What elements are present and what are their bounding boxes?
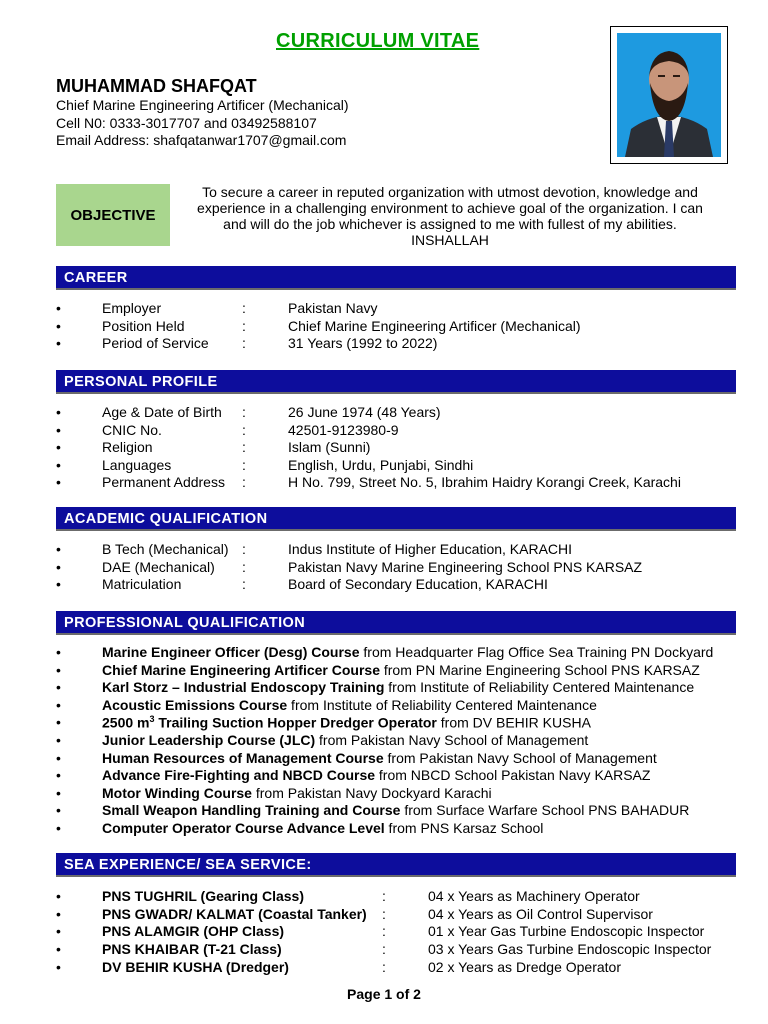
ship-name: PNS TUGHRIL (Gearing Class)	[102, 888, 305, 904]
course-name: Acoustic Emissions Course	[102, 696, 288, 713]
bullet: •	[56, 784, 61, 801]
field-value: Pakistan Navy	[288, 300, 378, 316]
bullet: •	[56, 335, 61, 351]
colon: :	[382, 888, 386, 904]
field-label: Matriculation	[102, 576, 182, 592]
course-name-rest: Trailing Suction Hopper Dredger Operator	[154, 714, 437, 731]
sea-experience-heading: SEA EXPERIENCE/ SEA SERVICE:	[56, 853, 736, 877]
colon: :	[242, 439, 246, 455]
bullet: •	[56, 661, 61, 678]
bullet: •	[56, 439, 61, 455]
course-name: Motor Winding Course	[102, 784, 252, 801]
bullet: •	[56, 749, 61, 766]
bullet: •	[56, 300, 61, 316]
colon: :	[242, 421, 246, 438]
bullet: •	[56, 732, 61, 748]
field-label: Employer	[102, 300, 162, 316]
field-label: B Tech (Mechanical)	[102, 541, 229, 557]
colon: :	[242, 541, 246, 557]
course-institute: from Institute of Reliability Centered Maintenance	[384, 679, 695, 695]
bullet: •	[56, 404, 61, 420]
field-value: Pakistan Navy Marine Engineering School PNS KARSAZ	[288, 558, 643, 575]
course-institute: from PNS Karsaz School	[384, 819, 544, 836]
bullet: •	[56, 576, 61, 592]
objective-line: INSHALLAH	[411, 232, 489, 248]
colon: :	[242, 335, 246, 351]
bullet: •	[56, 802, 61, 818]
course-institute: from Surface Warfare School PNS BAHADUR	[400, 802, 690, 818]
bullet: •	[56, 317, 61, 334]
professional-qualification-heading: PROFESSIONAL QUALIFICATION	[56, 611, 736, 635]
person-portrait-icon	[617, 33, 721, 157]
bullet: •	[56, 474, 61, 490]
colon: :	[382, 905, 386, 922]
course-name: Computer Operator Course Advance Level	[102, 819, 385, 836]
bullet: •	[56, 541, 61, 557]
ship-name: PNS KHAIBAR (T-21 Class)	[102, 940, 282, 957]
career-heading: CAREER	[56, 266, 736, 290]
bullet: •	[56, 940, 61, 957]
field-value: 31 Years (1992 to 2022)	[288, 335, 438, 351]
personal-profile-heading: PERSONAL PROFILE	[56, 370, 736, 394]
course-institute: from Pakistan Navy Dockyard Karachi	[251, 784, 492, 801]
objective-text	[180, 184, 720, 248]
colon: :	[242, 300, 246, 316]
bullet: •	[56, 679, 61, 695]
candidate-name: MUHAMMAD SHAFQAT	[56, 76, 257, 96]
field-label: DAE (Mechanical)	[102, 558, 215, 575]
service-duration: 02 x Years as Dredge Operator	[428, 959, 622, 975]
bullet: •	[56, 819, 61, 836]
field-value: Indus Institute of Higher Education, KARACHI	[288, 541, 573, 557]
objective-line: experience in a challenging environment to achieve goal of the organization. I can	[197, 200, 703, 216]
course-name: Small Weapon Handling Training and Course	[102, 802, 401, 818]
course-institute: from Pakistan Navy School of Management	[315, 732, 589, 748]
colon: :	[382, 923, 386, 939]
field-label: Period of Service	[102, 335, 209, 351]
field-value: Board of Secondary Education, KARACHI	[288, 576, 548, 592]
page-number: Page 1 of 2	[347, 986, 421, 1002]
bullet: •	[56, 767, 61, 783]
colon: :	[242, 404, 246, 420]
course-institute: from Headquarter Flag Office Sea Training PN Dockyard	[359, 644, 714, 660]
academic-qualification-heading: ACADEMIC QUALIFICATION	[56, 507, 736, 531]
objective-line: To secure a career in reputed organization with utmost devotion, knowledge and	[202, 184, 698, 200]
bullet: •	[56, 421, 61, 438]
objective-label: OBJECTIVE	[56, 184, 170, 246]
bullet: •	[56, 905, 61, 922]
field-label: Languages	[102, 456, 172, 473]
course-institute: from Institute of Reliability Centered Maintenance	[287, 696, 597, 713]
colon: :	[382, 959, 386, 975]
field-value: Islam (Sunni)	[288, 439, 371, 455]
course-name: Chief Marine Engineering Artificer Course	[102, 661, 380, 678]
bullet: •	[56, 456, 61, 473]
field-value: English, Urdu, Punjabi, Sindhi	[288, 456, 474, 473]
photo-background	[617, 33, 721, 157]
course-name: Human Resources of Management Course	[102, 749, 384, 766]
course-institute: from PN Marine Engineering School PNS KARSAZ	[379, 661, 700, 678]
course-institute: from Pakistan Navy School of Management	[383, 749, 657, 766]
bullet: •	[56, 888, 61, 904]
bullet: •	[56, 714, 61, 730]
field-label: Age & Date of Birth	[102, 404, 222, 420]
designation: Chief Marine Engineering Artificer (Mechanical)	[56, 97, 349, 113]
field-label: Religion	[102, 439, 153, 455]
field-label: Permanent Address	[102, 474, 225, 490]
ship-name: PNS ALAMGIR (OHP Class)	[102, 923, 285, 939]
email-address: Email Address: shafqatanwar1707@gmail.com	[56, 132, 347, 148]
cell-number: Cell N0: 0333-3017707 and 03492588107	[56, 114, 317, 131]
course-institute: from NBCD School Pakistan Navy KARSAZ	[375, 767, 651, 783]
service-duration: 04 x Years as Oil Control Supervisor	[428, 905, 653, 922]
course-name: Junior Leadership Course (JLC)	[102, 732, 316, 748]
profile-photo	[610, 26, 728, 164]
colon: :	[242, 576, 246, 592]
course-name: Karl Storz – Industrial Endoscopy Training	[102, 679, 385, 695]
field-label: CNIC No.	[102, 421, 162, 438]
field-value: H No. 799, Street No. 5, Ibrahim Haidry Korangi Creek, Karachi	[288, 474, 681, 490]
colon: :	[242, 456, 246, 473]
course-name: 2500 m	[102, 714, 150, 731]
field-value: 42501-9123980-9	[288, 421, 399, 438]
colon: :	[382, 940, 386, 957]
colon: :	[242, 558, 246, 575]
field-label: Position Held	[102, 317, 185, 334]
service-duration: 04 x Years as Machinery Operator	[428, 888, 640, 904]
bullet: •	[56, 923, 61, 939]
ship-name: PNS GWADR/ KALMAT (Coastal Tanker)	[102, 905, 367, 922]
course-institute: from DV BEHIR KUSHA	[436, 714, 591, 731]
ship-name: DV BEHIR KUSHA (Dredger)	[102, 959, 289, 975]
superscript: 3	[149, 714, 155, 724]
service-duration: 03 x Years Gas Turbine Endoscopic Inspector	[428, 940, 712, 957]
field-value: 26 June 1974 (48 Years)	[288, 404, 441, 420]
bullet: •	[56, 696, 61, 713]
service-duration: 01 x Year Gas Turbine Endoscopic Inspector	[428, 923, 705, 939]
course-name: Marine Engineer Officer (Desg) Course	[102, 644, 360, 660]
objective-line: and will do the job whichever is assigned to me with fullest of my abilities.	[223, 216, 677, 232]
contact-block	[56, 97, 349, 150]
bullet: •	[56, 644, 61, 660]
colon: :	[242, 317, 246, 334]
field-value: Chief Marine Engineering Artificer (Mechanical)	[288, 317, 581, 334]
bullet: •	[56, 558, 61, 575]
course-name: Advance Fire-Fighting and NBCD Course	[102, 767, 376, 783]
colon: :	[242, 474, 246, 490]
bullet: •	[56, 959, 61, 975]
document-title: CURRICULUM VITAE	[276, 30, 480, 52]
